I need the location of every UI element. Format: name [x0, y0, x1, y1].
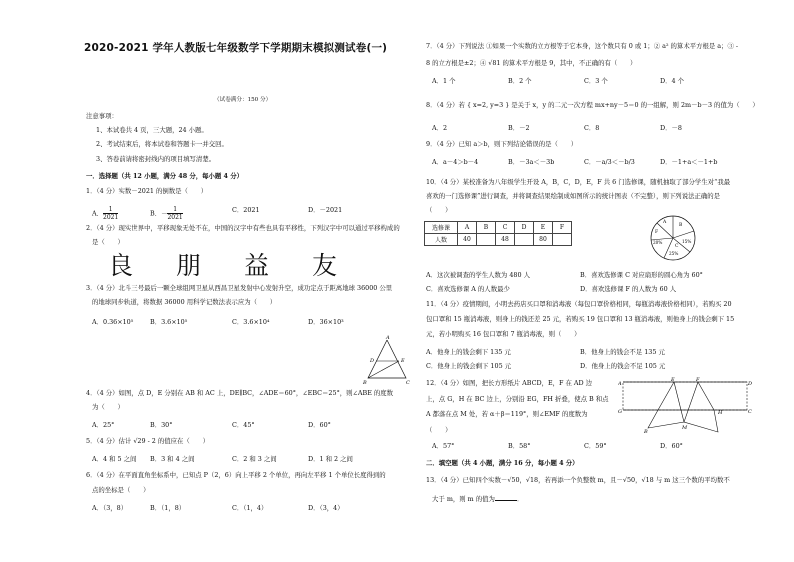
svg-text:D: D [370, 358, 375, 364]
notes-heading: 注意事项： [86, 112, 118, 120]
option-c: C．他身上的钱会剩下 105 元 [426, 362, 512, 370]
table-cell: 人数 [425, 234, 458, 246]
option-c: C．45° [232, 421, 255, 429]
option-b: B．－3a＜－3b [508, 158, 555, 166]
svg-text:E: E [671, 377, 675, 383]
hanzi-option-c: 益 [244, 251, 270, 280]
option-d: D．1 和 2 之间 [308, 455, 353, 463]
svg-text:C: C [748, 409, 752, 415]
table-cell: E [534, 222, 553, 234]
question-stem: 为（ ） [92, 403, 124, 411]
question-stem: 喜欢的一门选修课”进行调查，并将调查结果绘制成如图所示的统计图表（不完整），则下列说法正确的是 [426, 192, 721, 200]
question-stem: （ ） [426, 206, 452, 214]
question-stem: 1．（4 分）实数－2021 的倒数是（ ） [86, 187, 208, 195]
hanzi-option-a: 良 [108, 251, 134, 280]
table-row [425, 234, 572, 246]
option-b: B．－ $\frac{1}{2021}$ [150, 206, 183, 221]
table-cell [515, 234, 534, 246]
svg-text:G: G [618, 409, 622, 415]
pie-chart [648, 213, 698, 263]
question-stem: 上，点 G，H 在 BC 边上，分别沿 EG，FH 折叠，使点 B 和点 [426, 395, 609, 403]
page-title: 2020-2021 学年人教版七年级数学下学期期末模拟测试卷(一) [84, 42, 388, 54]
table-cell [477, 234, 496, 246]
option-c: C．3.6×10⁴ [232, 318, 270, 326]
svg-text:B: B [363, 380, 367, 386]
question-stem: 是（ ） [92, 238, 124, 246]
option-d: D．－2021 [308, 206, 343, 214]
table-cell: 48 [496, 234, 515, 246]
option-b: B．（1，8） [150, 504, 186, 512]
option-c: C．2021 [232, 206, 260, 214]
pie-label: F [655, 230, 659, 235]
table-cell: F [553, 222, 572, 234]
question-stem: 2．（4 分）现实世界中，平移现象无处不在，中国的汉字中有些也具有平移性，下列汉字中可以通过平移构成的 [86, 224, 400, 232]
option-d: D．60° [308, 421, 331, 429]
pie-label: 20% [653, 240, 663, 245]
survey-table [424, 221, 572, 246]
option-c: C．8 [584, 124, 600, 132]
hanzi-option-b: 朋 [176, 251, 202, 280]
pie-label: 25% [669, 251, 679, 256]
option-a: A．2 [432, 124, 448, 132]
option-c: C．（1，4） [232, 504, 268, 512]
question-stem: 6．（4 分）在平面直角坐标系中，已知点 P（2，6）向上平移 2 个单位，再向左平移 1 个单位长度得到的 [86, 471, 386, 479]
pie-label: B [679, 223, 683, 228]
svg-text:F: F [696, 377, 700, 383]
table-cell: B [477, 222, 496, 234]
option-d: D．（3，4） [308, 504, 344, 512]
note-item: 2、考试结束后，将本试卷和答题卡一并交回。 [96, 140, 228, 148]
option-b: B．30° [150, 421, 173, 429]
option-b: B．58° [508, 442, 531, 450]
option-a: A．这次被调查的学生人数为 480 人 [426, 271, 530, 279]
table-cell [553, 234, 572, 246]
answer-blank[interactable] [495, 494, 517, 501]
question-stem: （ ） [426, 426, 452, 434]
table-cell: D [515, 222, 534, 234]
section-heading: 二．填空题（共 4 小题，满分 16 分，每小题 4 分） [426, 459, 579, 467]
pie-label: A [663, 220, 667, 225]
option-a: A．0.36×10⁵ [92, 318, 134, 326]
option-d: D．－8 [660, 124, 682, 132]
triangle-figure [362, 334, 412, 386]
table-cell: A [458, 222, 477, 234]
question-stem: 8 的立方根是±2；④ √81 的算术平方根是 9，其中，不正确的有（ ） [426, 59, 637, 67]
question-stem: 11．（4 分）疫情期间，小明去药店买口罩和消毒液（每包口罩价格相同，每瓶消毒液价格相同），若购买 20 [426, 300, 732, 308]
table-cell: 40 [458, 234, 477, 246]
table-row [425, 222, 572, 234]
question-stem: A 都落在点 M 处，若 α＋β＝119°，则∠EMF 的度数为 [426, 410, 588, 418]
option-c: C．59° [584, 442, 607, 450]
svg-text:D: D [748, 381, 753, 387]
option-a: A．（3，8） [92, 504, 128, 512]
option-a: A．57° [432, 442, 455, 450]
svg-text:B: B [644, 429, 648, 435]
option-a: A． $\frac{1}{2021}$ [92, 206, 119, 221]
option-b: B．2 个 [508, 77, 532, 85]
option-a: A．1 个 [432, 77, 456, 85]
option-a: A．4 和 5 之间 [92, 455, 137, 463]
svg-text:M: M [682, 425, 688, 431]
question-stem: 12．（4 分）如图，把长方形纸片 ABCD，E，F 在 AD 边 [426, 379, 593, 387]
pie-label: C [675, 244, 679, 249]
question-stem: 点的坐标是（ ） [92, 486, 150, 494]
hanzi-option-d: 友 [312, 251, 338, 280]
table-cell: C [496, 222, 515, 234]
svg-text:H: H [718, 410, 723, 416]
question-stem: 包口罩和 15 瓶消毒液，则身上的钱还差 25 元，若购买 19 包口罩和 13 瓶消毒液，则他身上的钱会剩下 15 [426, 315, 735, 323]
option-c: C．3 个 [584, 77, 608, 85]
question-stem: 3．（4 分）北斗三号最后一颗全球组网卫星从西昌卫星发射中心发射升空，成功定点于距离地球 36000 公里 [86, 284, 393, 292]
option-d: D．36×10³ [308, 318, 344, 326]
question-stem: 13．（4 分）已知四个实数－√50，√18，若再添一个负整数 m，且－√50，√18 与 m 这三个数的平均数不 [426, 476, 730, 484]
option-c: C．－a/3＜－b/3 [584, 158, 635, 166]
option-b: B．他身上的钱会不足 135 元 [580, 348, 665, 356]
question-stem: 8．（4 分）若 { x=2, y=3 } 是关于 x，y 的二元一次方程 mx+ny－5＝0 的一组解，则 2m－b－3 的值为（ ） [426, 101, 759, 109]
option-d: D．60° [660, 442, 683, 450]
note-item: 1、本试卷共 4 页，三大题，24 小题。 [96, 126, 208, 134]
option-b: B．3 和 4 之间 [150, 455, 195, 463]
question-stem: 9．（4 分）已知 a＞b，则下列结论错误的是（ ） [426, 140, 578, 148]
question-stem: 5．（4 分）估计 √29 - 2 的值应在（ ） [86, 437, 209, 445]
pie-label: 15% [682, 239, 692, 244]
option-b: B．－2 [508, 124, 530, 132]
fold-figure [618, 376, 754, 436]
svg-text:E: E [401, 358, 405, 364]
svg-text:A: A [618, 381, 622, 387]
table-cell: 选修课 [425, 222, 458, 234]
score-note: （试卷满分：150 分） [214, 97, 272, 103]
option-d: D．4 个 [660, 77, 685, 85]
section-heading: 一．选择题（共 12 小题，满分 48 分，每小题 4 分） [86, 172, 244, 180]
option-c: C．2 和 3 之间 [232, 455, 277, 463]
question-stem: 元，若小明购买 16 包口罩和 7 瓶消毒液，则（ ） [426, 330, 581, 338]
svg-text:A: A [386, 335, 390, 341]
option-a: A．25° [92, 421, 115, 429]
question-stem: 大于 m，则 m 的值为 ． [432, 495, 524, 503]
svg-text:C: C [406, 380, 410, 386]
table-cell: 80 [534, 234, 553, 246]
option-c: C．喜欢选修课 A 的人数最少 [426, 285, 510, 293]
option-a: A．他身上的钱会剩下 135 元 [426, 348, 511, 356]
question-stem: 的地球同步轨道，将数据 36000 用科学记数法表示应为（ ） [92, 298, 277, 306]
question-stem: 10．（4 分）某校准备为八年级学生开设 A，B，C，D，E，F 共 6 门选修课，随机抽取了部分学生对“我最 [426, 178, 731, 186]
option-d: D．喜欢选修课 F 的人数为 60 人 [580, 285, 677, 293]
question-stem: 7．（4 分）下列说法 ①如果一个实数的立方根等于它本身，这个数只有 0 或 1；② a² 的算术平方根是 a；③ - [426, 42, 739, 50]
note-item: 3、答卷前请将密封线内的项目填写清楚。 [96, 155, 216, 163]
question-stem: 4．（4 分）如图，点 D，E 分别在 AB 和 AC 上，DE∥BC，∠ADE＝60°，∠EBC＝25°，则∠ABE 的度数 [86, 389, 394, 397]
option-b: B．喜欢选修课 C 对应扇形的圆心角为 60° [580, 271, 703, 279]
option-d: D．－1+a＜－1+b [660, 158, 718, 166]
option-a: A．a－4＞b－4 [432, 158, 479, 166]
option-d: D．他身上的钱会不足 105 元 [580, 362, 666, 370]
option-b: B．3.6×10⁵ [150, 318, 188, 326]
